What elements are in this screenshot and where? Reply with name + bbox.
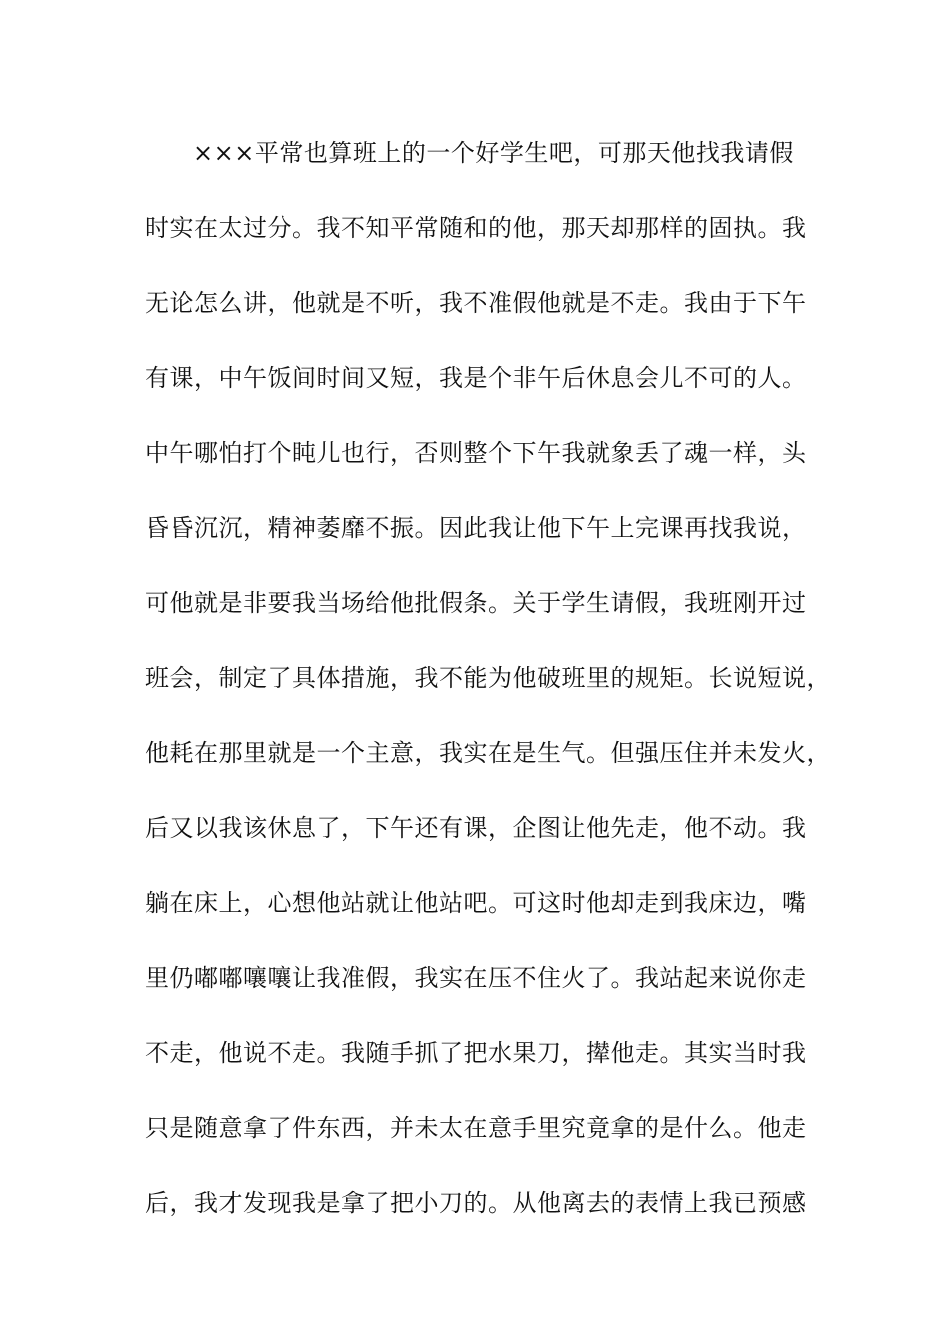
text-line: 只是随意拿了件东西，并未太在意手里究竟拿的是什么。他走 <box>145 1114 807 1142</box>
text-line: 昏昏沉沉，精神萎靡不振。因此我让他下午上完课再找我说， <box>145 514 807 542</box>
text-line: 里仍嘟嘟嚷嚷让我准假，我实在压不住火了。我站起来说你走 <box>145 964 807 992</box>
text-line: 后，我才发现我是拿了把小刀的。从他离去的表情上我已预感 <box>145 1189 807 1217</box>
text-line: 有课，中午饭间时间又短，我是个非午后休息会儿不可的人。 <box>145 364 807 392</box>
paragraph <box>145 133 845 1258</box>
text-line: 他耗在那里就是一个主意，我实在是生气。但强压住并未发火， <box>145 739 831 767</box>
text-line: 时实在太过分。我不知平常随和的他，那天却那样的固执。我 <box>145 214 807 242</box>
text-line: 无论怎么讲，他就是不听，我不准假他就是不走。我由于下午 <box>145 289 807 317</box>
text-line: 不走，他说不走。我随手抓了把水果刀，撵他走。其实当时我 <box>145 1039 807 1067</box>
text-line: ×××平常也算班上的一个好学生吧，可那天他找我请假 <box>193 139 794 167</box>
text-line: 可他就是非要我当场给他批假条。关于学生请假，我班刚开过 <box>145 589 807 617</box>
text-line: 躺在床上，心想他站就让他站吧。可这时他却走到我床边，嘴 <box>145 889 807 917</box>
text-line: 班会，制定了具体措施，我不能为他破班里的规矩。长说短说， <box>145 664 831 692</box>
text-line: 后又以我该休息了，下午还有课，企图让他先走，他不动。我 <box>145 814 807 842</box>
text-line: 中午哪怕打个盹儿也行，否则整个下午我就象丢了魂一样，头 <box>145 439 807 467</box>
